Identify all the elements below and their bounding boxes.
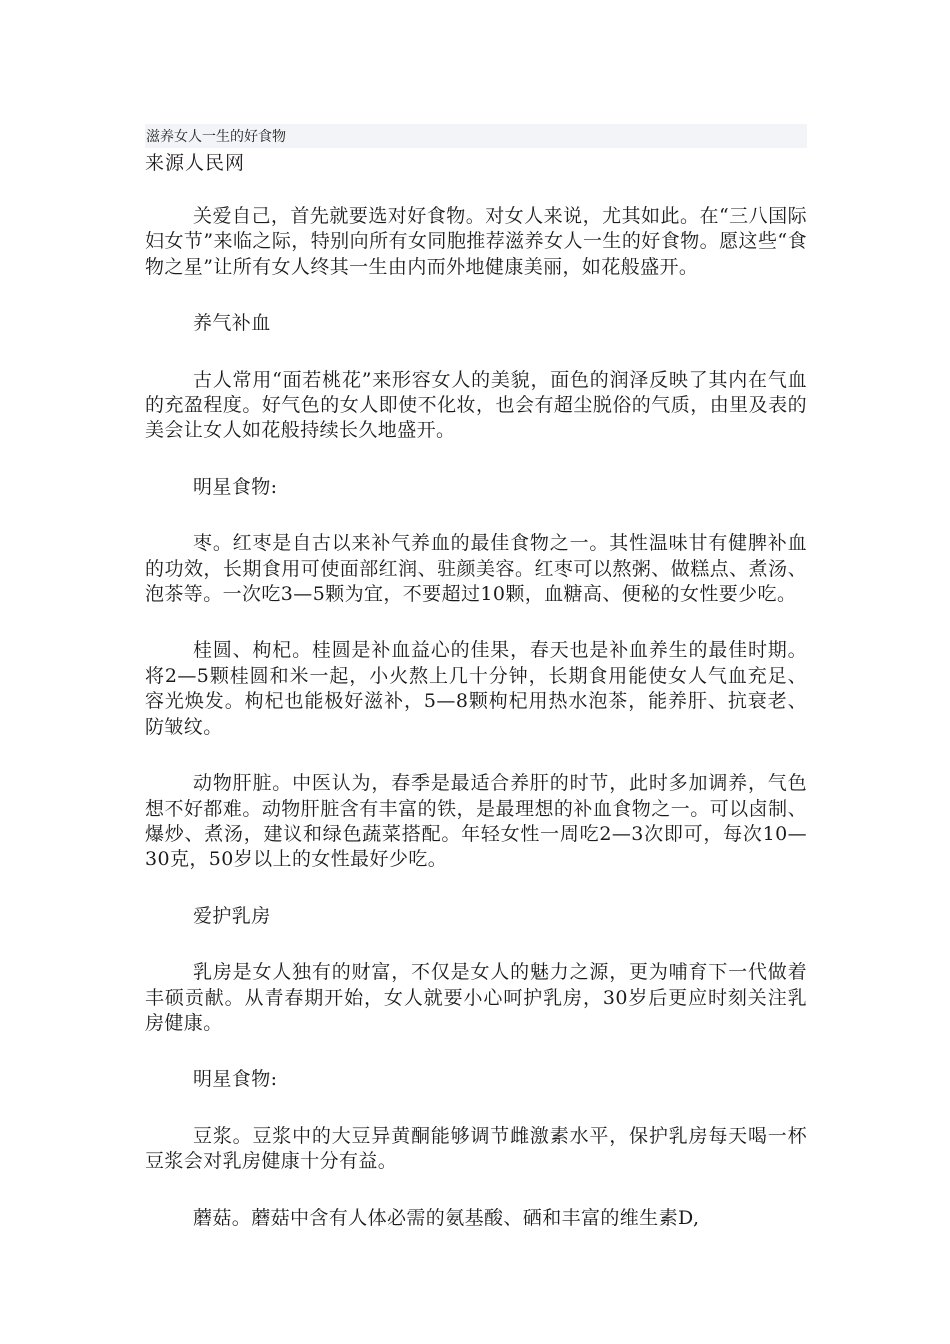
document-page	[145, 124, 807, 1262]
paragraph-qi-blood: 古人常用“面若桃花”来形容女人的美貌，面色的润泽反映了其内在气血的充盈程度。好气色的女人即使不化妆，也会有超尘脱俗的气质，由里及表的美会让女人如花般持续长久地盛开。	[145, 368, 807, 442]
paragraph-mushroom: 蘑菇。蘑菇中含有人体必需的氨基酸、硒和丰富的维生素D,	[193, 1206, 700, 1229]
section-heading-breast-care: 爱护乳房	[193, 904, 271, 927]
section-heading-qi-blood: 养气补血	[193, 312, 271, 335]
article-title: 滋养女人一生的好食物	[145, 124, 807, 148]
paragraph-animal-liver: 动物肝脏。中医认为，春季是最适合养肝的时节，此时多加调养，气色想不好都难。动物肝脏含有丰富的铁，是最理想的补血食物之一。可以卤制、爆炒、煮汤，建议和绿色蔬菜搭配。年轻女性一周吃2—3次即可，每次10—30克，50岁以上的女性最好少吃。	[145, 772, 807, 871]
star-food-heading: 明星食物:	[193, 1068, 278, 1091]
paragraph-longan-goji: 桂圆、枸杞。桂圆是补血益心的佳果，春天也是补血养生的最佳时期。将2—5颗桂圆和米一起，小火熬上几十分钟，长期食用能使女人气血充足、容光焕发。枸杞也能极好滋补，5—8颗枸杞用热水泡茶，能养肝、抗衰老、防皱纹。	[145, 639, 807, 738]
paragraph-jujube: 枣。红枣是自古以来补气养血的最佳食物之一。其性温味甘有健脾补血的功效，长期食用可使面部红润、驻颜美容。红枣可以熬粥、做糕点、煮汤、泡茶等。一次吃3—5颗为宜，不要超过10颗，血糖高、便秘的女性要少吃。	[145, 532, 807, 606]
star-food-heading: 明星食物:	[193, 475, 278, 498]
paragraph-breast-care: 乳房是女人独有的财富，不仅是女人的魅力之源，更为哺育下一代做着丰硕贡献。从青春期开始，女人就要小心呵护乳房，30岁后更应时刻关注乳房健康。	[145, 961, 807, 1034]
paragraph-soy-milk: 豆浆。豆浆中的大豆异黄酮能够调节雌激素水平，保护乳房每天喝一杯豆浆会对乳房健康十分有益。	[145, 1124, 807, 1173]
article-source: 来源人民网	[145, 152, 246, 174]
paragraph-intro: 关爱自己，首先就要选对好食物。对女人来说，尤其如此。在“三八国际妇女节”来临之际，特别向所有女同胞推荐滋养女人一生的好食物。愿这些“食物之星”让所有女人终其一生由内而外地健康美丽，如花般盛开。	[145, 205, 807, 278]
